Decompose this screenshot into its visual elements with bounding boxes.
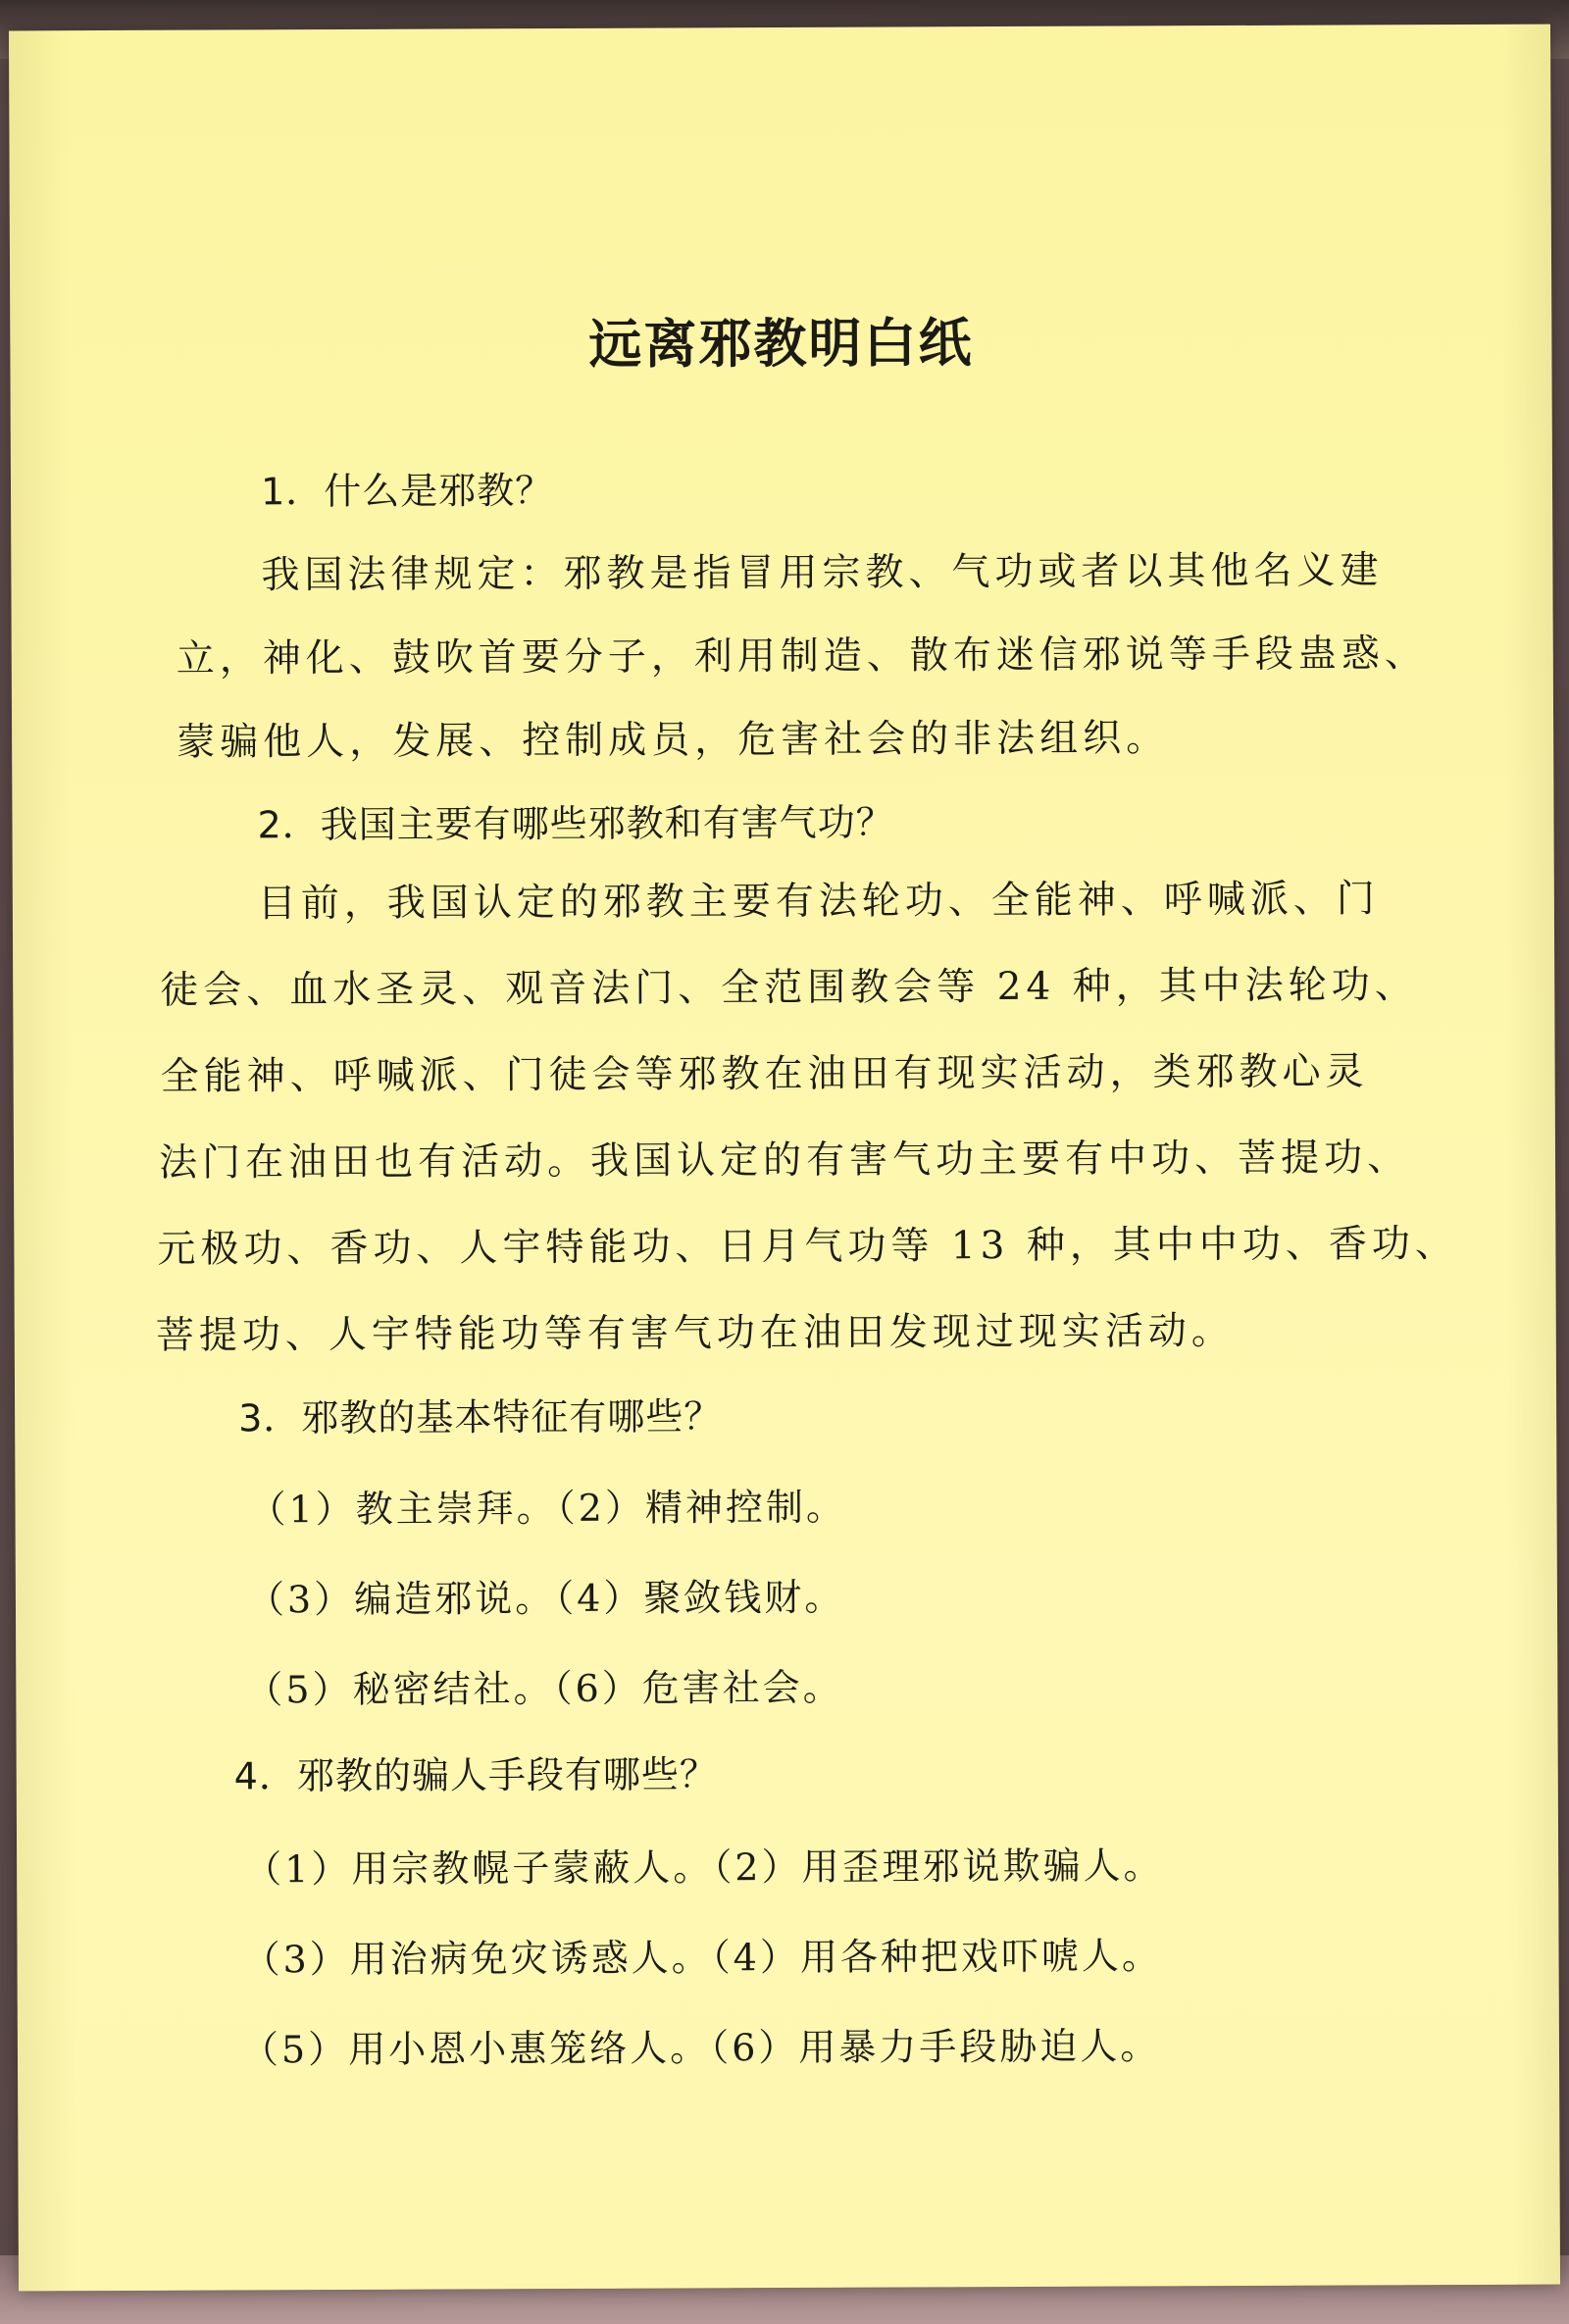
section-1-line-3: 蒙骗他人，发展、控制成员，危害社会的非法组织。	[177, 716, 1170, 765]
section-4-item-1: （1）用宗教幌子蒙蔽人。（2）用歪理邪说欺骗人。	[244, 1844, 1164, 1892]
section-2-line-3: 全能神、呼喊派、门徒会等邪教在油田有现实活动，类邪教心灵	[160, 1049, 1369, 1099]
section-2-line-1: 目前，我国认定的邪教主要有法轮功、全能神、呼喊派、门	[257, 877, 1380, 927]
document-title: 远离邪教明白纸	[588, 311, 974, 376]
section-1-heading: 1．什么是邪教？	[260, 469, 554, 514]
section-2-line-4: 法门在油田也有活动。我国认定的有害气功主要有中功、菩提功、	[158, 1136, 1411, 1186]
section-3-item-1: （1）教主崇拜。（2）精神控制。	[248, 1485, 847, 1532]
section-2-line-5: 元极功、香功、人宇特能功、日月气功等 13 种，其中中功、香功、	[157, 1222, 1458, 1272]
document-page	[9, 25, 1560, 2292]
section-4-item-2: （3）用治病免灾诱惑人。（4）用各种把戏吓唬人。	[242, 1934, 1163, 1982]
section-1-line-2: 立，神化、鼓吹首要分子，利用制造、散布迷信邪说等手段蛊惑、	[176, 632, 1428, 682]
section-4-heading: 4．邪教的骗人手段有哪些？	[233, 1752, 719, 1798]
section-3-item-2: （3）编造邪说。（4）聚敛钱财。	[246, 1575, 845, 1622]
document-content	[9, 25, 1560, 2292]
section-4-item-3: （5）用小恩小惠笼络人。（6）用暴力手段胁迫人。	[240, 2024, 1161, 2072]
section-3-item-3: （5）秘密结社。（6）危害社会。	[245, 1665, 843, 1712]
section-2-line-2: 徒会、血水圣灵、观音法门、全范围教会等 24 种，其中法轮功、	[160, 963, 1418, 1013]
section-2-heading: 2．我国主要有哪些邪教和有害气功？	[257, 800, 894, 847]
section-2-line-6: 菩提功、人宇特能功等有害气功在油田发现过现实活动。	[155, 1309, 1235, 1358]
section-3-heading: 3．邪教的基本特征有哪些？	[238, 1394, 723, 1440]
section-1-line-1: 我国法律规定：邪教是指冒用宗教、气功或者以其他名义建	[261, 548, 1384, 598]
